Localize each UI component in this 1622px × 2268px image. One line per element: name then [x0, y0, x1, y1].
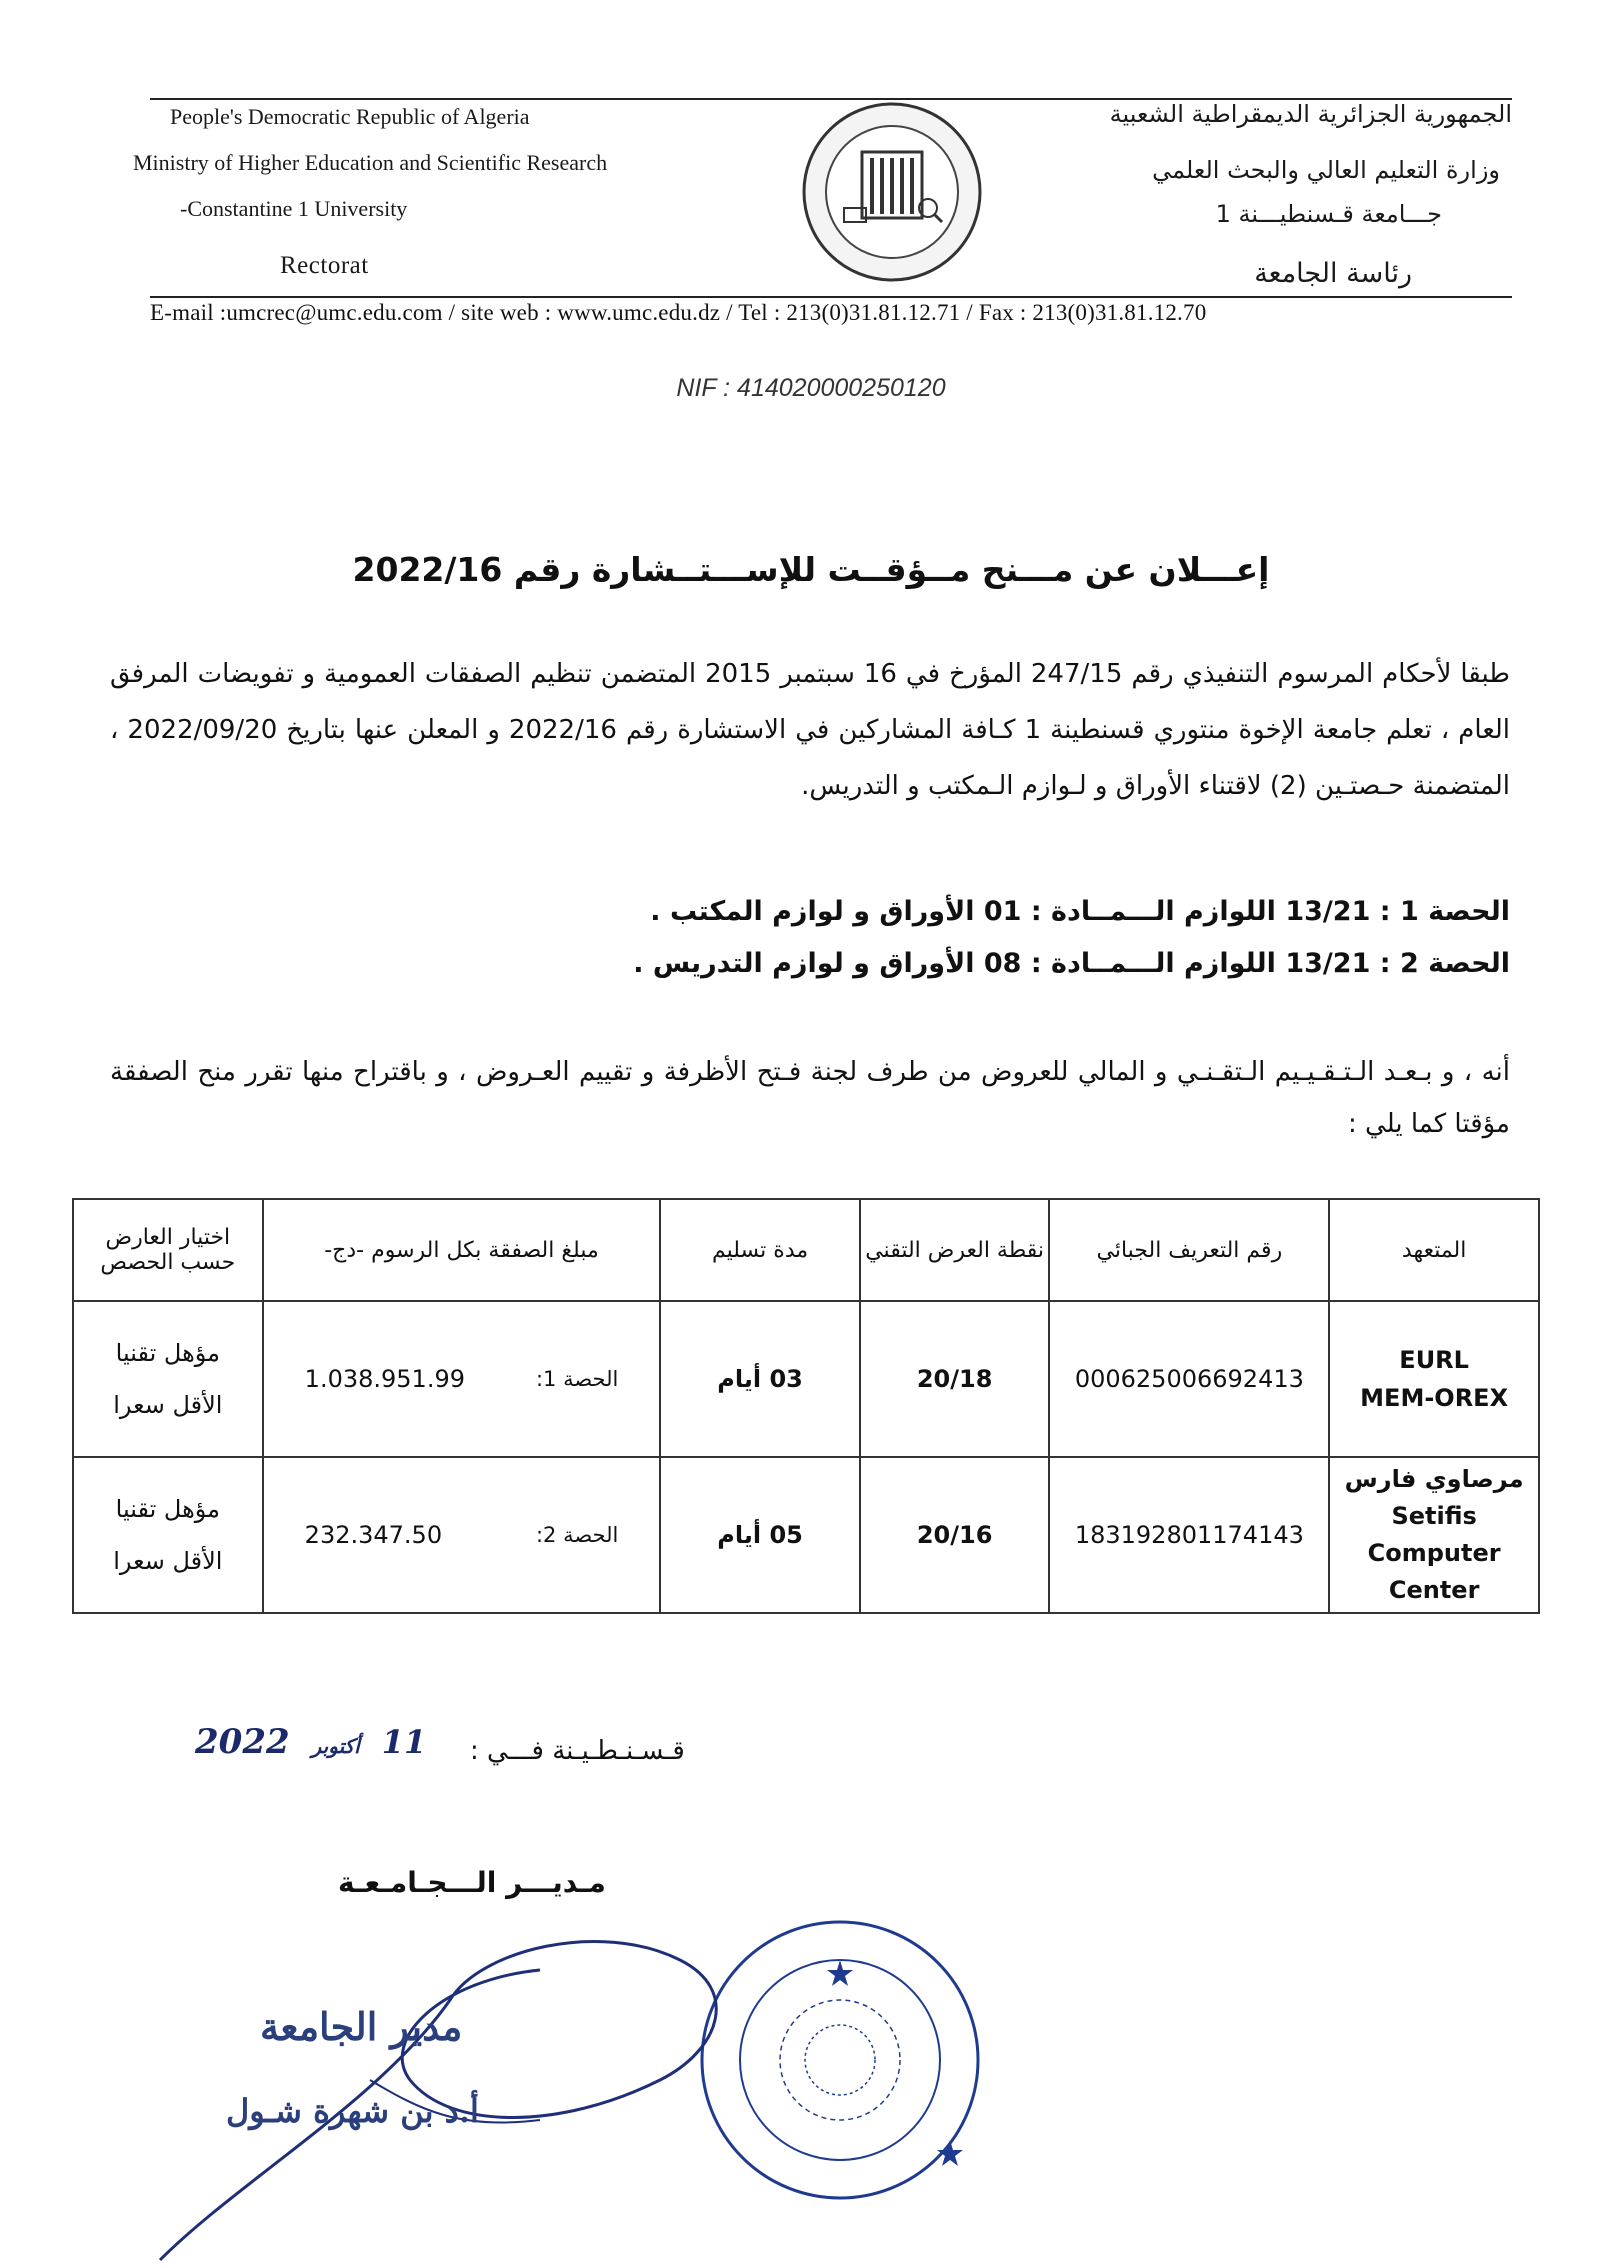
header-selection: اختيار العارض حسب الحصص	[73, 1199, 263, 1301]
delivery-cell: 05 أيام	[660, 1457, 860, 1613]
table-row	[73, 1457, 1539, 1613]
selection-cell: مؤهل تقنيا الأقل سعرا	[73, 1457, 263, 1613]
lot-label: الحصة 2:	[535, 1523, 619, 1547]
table-header-row	[73, 1199, 1539, 1301]
header-amount: مبلغ الصفقة بكل الرسوم -دج-	[263, 1199, 661, 1301]
header-rectorat-ar: رئاسة الجامعة	[1254, 258, 1412, 289]
date-month: أكتوبر	[311, 1734, 360, 1758]
intro-paragraph: طبقا لأحكام المرسوم التنفيذي رقم 247/15 المؤرخ في 16 سبتمبر 2015 المتضمن تنظيم الصفقات العمومية و تفويضات المرفق العام ، تعلم جامعة الإخوة منتوري قسنطينة 1 كـافة المشاركين في الاستشارة رقم 2022/16 و المعلن عنها بتاريخ 2022/09/20 ، المتضمنة حـصتـين (2) لاقتناء الأوراق و لـوازم الـمكتب و التدريس.	[110, 659, 1511, 801]
nif-number: NIF : 414020000250120	[676, 374, 946, 402]
date-stamp	[195, 1722, 426, 1762]
header-ministry: Ministry of Higher Education and Scientific Research	[133, 150, 608, 175]
contact-line: E-mail :umcrec@umc.edu.com / site web : www.umc.edu.dz / Tel : 213(0)31.81.12.71 / Fax : 213(0)31.81.12.70	[150, 300, 1207, 325]
director-title: مـديـــر الـــجـامـعـة	[338, 1866, 606, 1899]
lot-1-line: الحصة 1 : 13/21 اللوازم الـــمــادة : 01 الأوراق و لوازم المكتب .	[650, 896, 1510, 927]
signature	[120, 1880, 760, 2264]
header-university-ar: جـــامعة قـسنطيـــنة 1	[1215, 200, 1442, 228]
date-year: 2022	[195, 1722, 290, 1762]
stamp-director-name: أ.د بن شهرة شـول	[226, 2092, 479, 2130]
bidder-cell: EURL MEM-OREX	[1329, 1301, 1539, 1457]
header-bottom-rule	[150, 296, 1512, 298]
bidder-cell: مرصاوي فارس Setifis Computer Center	[1329, 1457, 1539, 1613]
header-rectorat: Rectorat	[280, 252, 369, 279]
score-cell: 20/16	[860, 1457, 1050, 1613]
amount-value: 232.347.50	[304, 1521, 443, 1549]
place-date-label: قـسـنـطـيـنة فـــي :	[470, 1736, 685, 1766]
amount-cell	[263, 1301, 661, 1457]
university-seal	[800, 100, 985, 285]
decision-paragraph: أنه ، و بـعـد الـتـقـيـيم الـتقـنـي و المالي للعروض من طرف لجنة فـتح الأظرفة و تقييم العـروض ، و باقتراح منها تقرر منح الصفقة مؤقتا كما يلي :	[110, 1057, 1510, 1139]
lot-2-line: الحصة 2 : 13/21 اللوازم الـــمــادة : 08 الأوراق و لوازم التدريس .	[633, 948, 1510, 979]
page-title: إعـــلان عن مـــنح مــؤقــت للإســـتــشارة رقم 2022/16	[352, 550, 1270, 589]
header-ministry-ar: وزارة التعليم العالي والبحث العلمي	[1152, 156, 1500, 184]
score-cell: 20/18	[860, 1301, 1050, 1457]
header-score: نقطة العرض التقني	[860, 1199, 1050, 1301]
award-table	[72, 1198, 1540, 1614]
lot-label: الحصة 1:	[535, 1367, 619, 1391]
header-university: -Constantine 1 University	[180, 196, 408, 221]
amount-value: 1.038.951.99	[304, 1365, 465, 1393]
nif-cell: 000625006692413	[1049, 1301, 1329, 1457]
date-day: 11	[381, 1723, 427, 1761]
selection-cell: مؤهل تقنيا الأقل سعرا	[73, 1301, 263, 1457]
header-nif: رقم التعريف الجبائي	[1049, 1199, 1329, 1301]
header-delivery: مدة تسليم	[660, 1199, 860, 1301]
header-country: People's Democratic Republic of Algeria	[170, 104, 530, 129]
header-country-ar: الجمهورية الجزائرية الديمقراطية الشعبية	[1109, 100, 1512, 128]
stamp-director-title: مدير الجامعة	[260, 2004, 463, 2049]
table-row	[73, 1301, 1539, 1457]
nif-cell: 183192801174143	[1049, 1457, 1329, 1613]
delivery-cell: 03 أيام	[660, 1301, 860, 1457]
header-bidder: المتعهد	[1329, 1199, 1539, 1301]
amount-cell	[263, 1457, 661, 1613]
